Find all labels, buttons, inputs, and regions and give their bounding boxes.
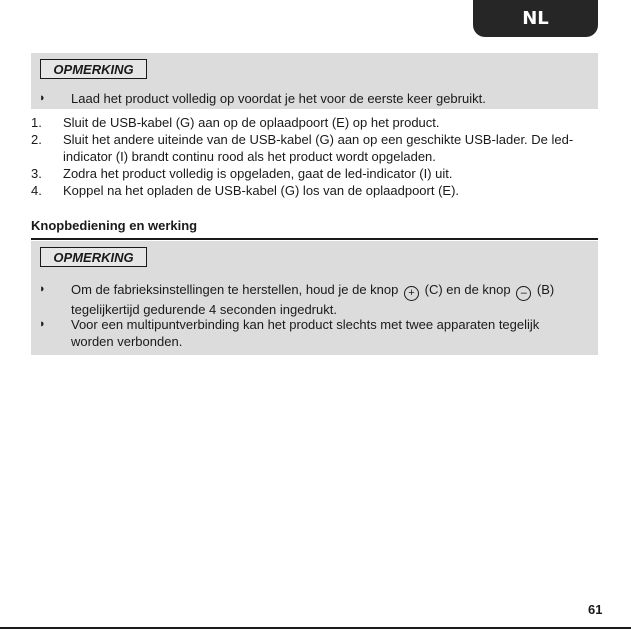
reset-text-part3: (B) tegelijkertijd gedurende 4 seconden ingedrukt. (71, 282, 555, 317)
step-item (31, 114, 591, 131)
note-bullet-item (39, 281, 576, 318)
step-text: Koppel na het opladen de USB-kabel (G) los van de oplaadpoort (E). (63, 183, 460, 198)
note-label: OPMERKING (40, 247, 147, 267)
reset-text-part1: Om de fabrieksinstellingen te herstellen, houd je de knop (71, 282, 399, 297)
plus-button-icon: + (404, 286, 419, 301)
note-label: OPMERKING (40, 59, 147, 79)
reset-text-part2: (C) en de knop (424, 282, 511, 297)
bullet-icon: ◗ (39, 283, 46, 295)
note-bullet-item (39, 90, 576, 107)
footer-divider (0, 627, 631, 629)
note-box (31, 241, 598, 355)
step-number: 4. (31, 183, 42, 198)
minus-button-icon: – (516, 286, 531, 301)
page-number: 61 (588, 602, 603, 617)
note-bullet-text: Voor een multipuntverbinding kan het product slechts met twee apparaten tegelijk worden verbonden. (71, 317, 540, 349)
step-text: Sluit de USB-kabel (G) aan op de oplaadpoort (E) op het product. (63, 115, 440, 130)
step-number: 3. (31, 166, 42, 181)
step-item (31, 165, 591, 182)
note-bullet-text: Laad het product volledig op voordat je het voor de eerste keer gebruikt. (71, 91, 486, 106)
step-number: 1. (31, 115, 42, 130)
note-bullet-item (39, 316, 576, 350)
step-text: Sluit het andere uiteinde van de USB-kabel (G) aan op een geschikte USB-lader. De led-indicator (I) brandt continu rood als het product wordt opgeladen. (63, 132, 574, 164)
note-box (31, 53, 598, 109)
step-item (31, 131, 591, 165)
section-heading: Knopbediening en werking (31, 218, 198, 233)
step-text: Zodra het product volledig is opgeladen, gaat de led-indicator (I) uit. (63, 166, 453, 181)
language-tab: NL (473, 0, 598, 37)
note-bullet-text (71, 281, 576, 318)
steps-list (31, 114, 591, 199)
bullet-icon: ◗ (39, 318, 46, 330)
bullet-icon: ◗ (39, 92, 46, 104)
step-number: 2. (31, 132, 42, 147)
step-item (31, 182, 591, 199)
heading-divider (31, 238, 598, 240)
